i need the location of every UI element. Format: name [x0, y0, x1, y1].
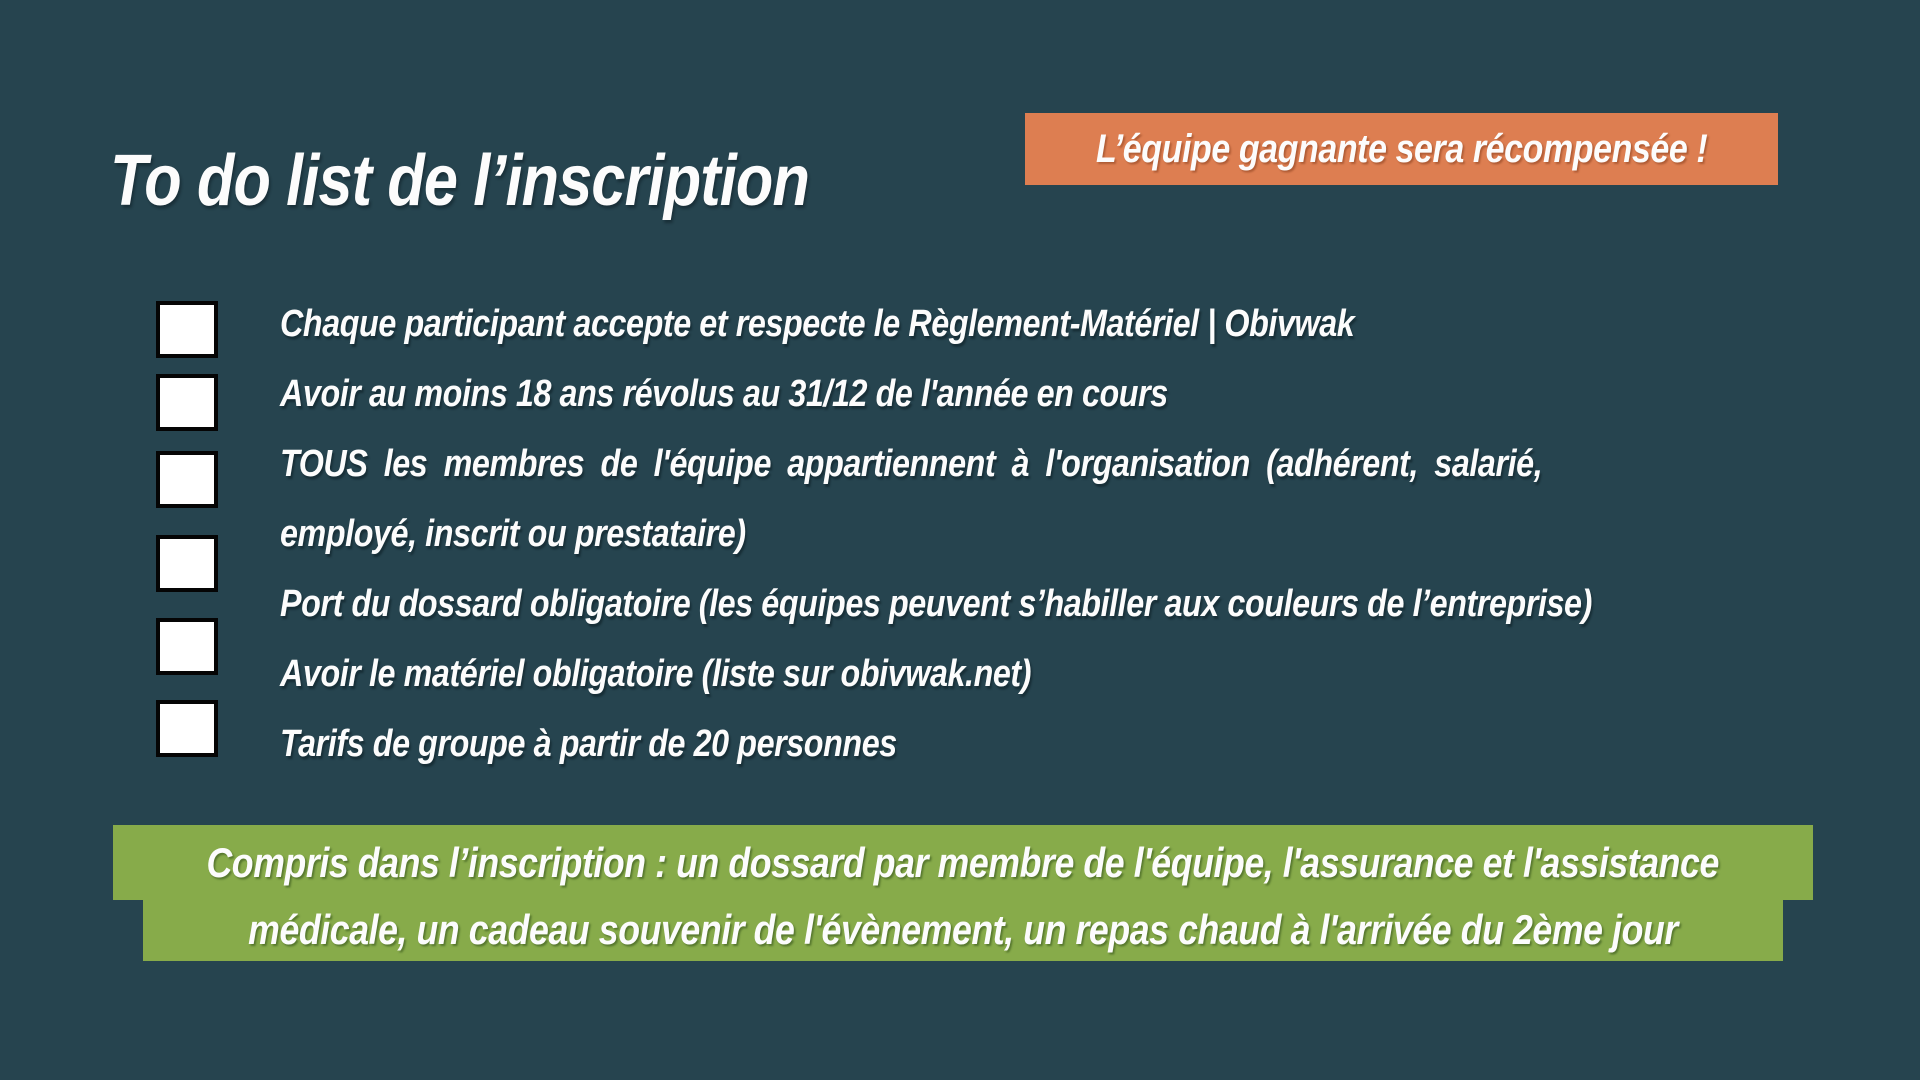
checklist-line-3-continued: employé, inscrit ou prestataire) [280, 513, 746, 555]
checkbox-5[interactable] [156, 618, 218, 675]
reward-badge [1025, 113, 1778, 185]
checkbox-6[interactable] [156, 700, 218, 757]
checkbox-3[interactable] [156, 451, 218, 508]
reward-badge-label: L’équipe gagnante sera récompensée ! [1095, 126, 1708, 171]
checklist-line-1: Chaque participant accepte et respecte le Règlement-Matériel | Obivwak [280, 303, 1355, 345]
checklist-line-5: Avoir le matériel obligatoire (liste sur obivwak.net) [280, 653, 1032, 695]
included-banner-line-2 [143, 899, 1783, 961]
included-banner-line-1 [113, 825, 1813, 900]
checklist-line-3: TOUS les membres de l'équipe appartiennent à l'organisation (adhérent, salarié, [280, 443, 1543, 485]
checklist-line-2: Avoir au moins 18 ans révolus au 31/12 de l'année en cours [280, 373, 1168, 415]
checkbox-4[interactable] [156, 535, 218, 592]
checkbox-1[interactable] [156, 301, 218, 358]
checkbox-2[interactable] [156, 374, 218, 431]
included-banner-text-2: médicale, un cadeau souvenir de l'évènement, un repas chaud à l'arrivée du 2ème jour [248, 906, 1678, 953]
included-banner-text-1: Compris dans l’inscription : un dossard par membre de l'équipe, l'assurance et l'assistance [206, 838, 1720, 886]
page-title: To do list de l’inscription [110, 141, 809, 222]
checklist-line-4: Port du dossard obligatoire (les équipes peuvent s’habiller aux couleurs de l’entreprise) [280, 583, 1592, 625]
checklist-line-6: Tarifs de groupe à partir de 20 personnes [280, 723, 897, 765]
